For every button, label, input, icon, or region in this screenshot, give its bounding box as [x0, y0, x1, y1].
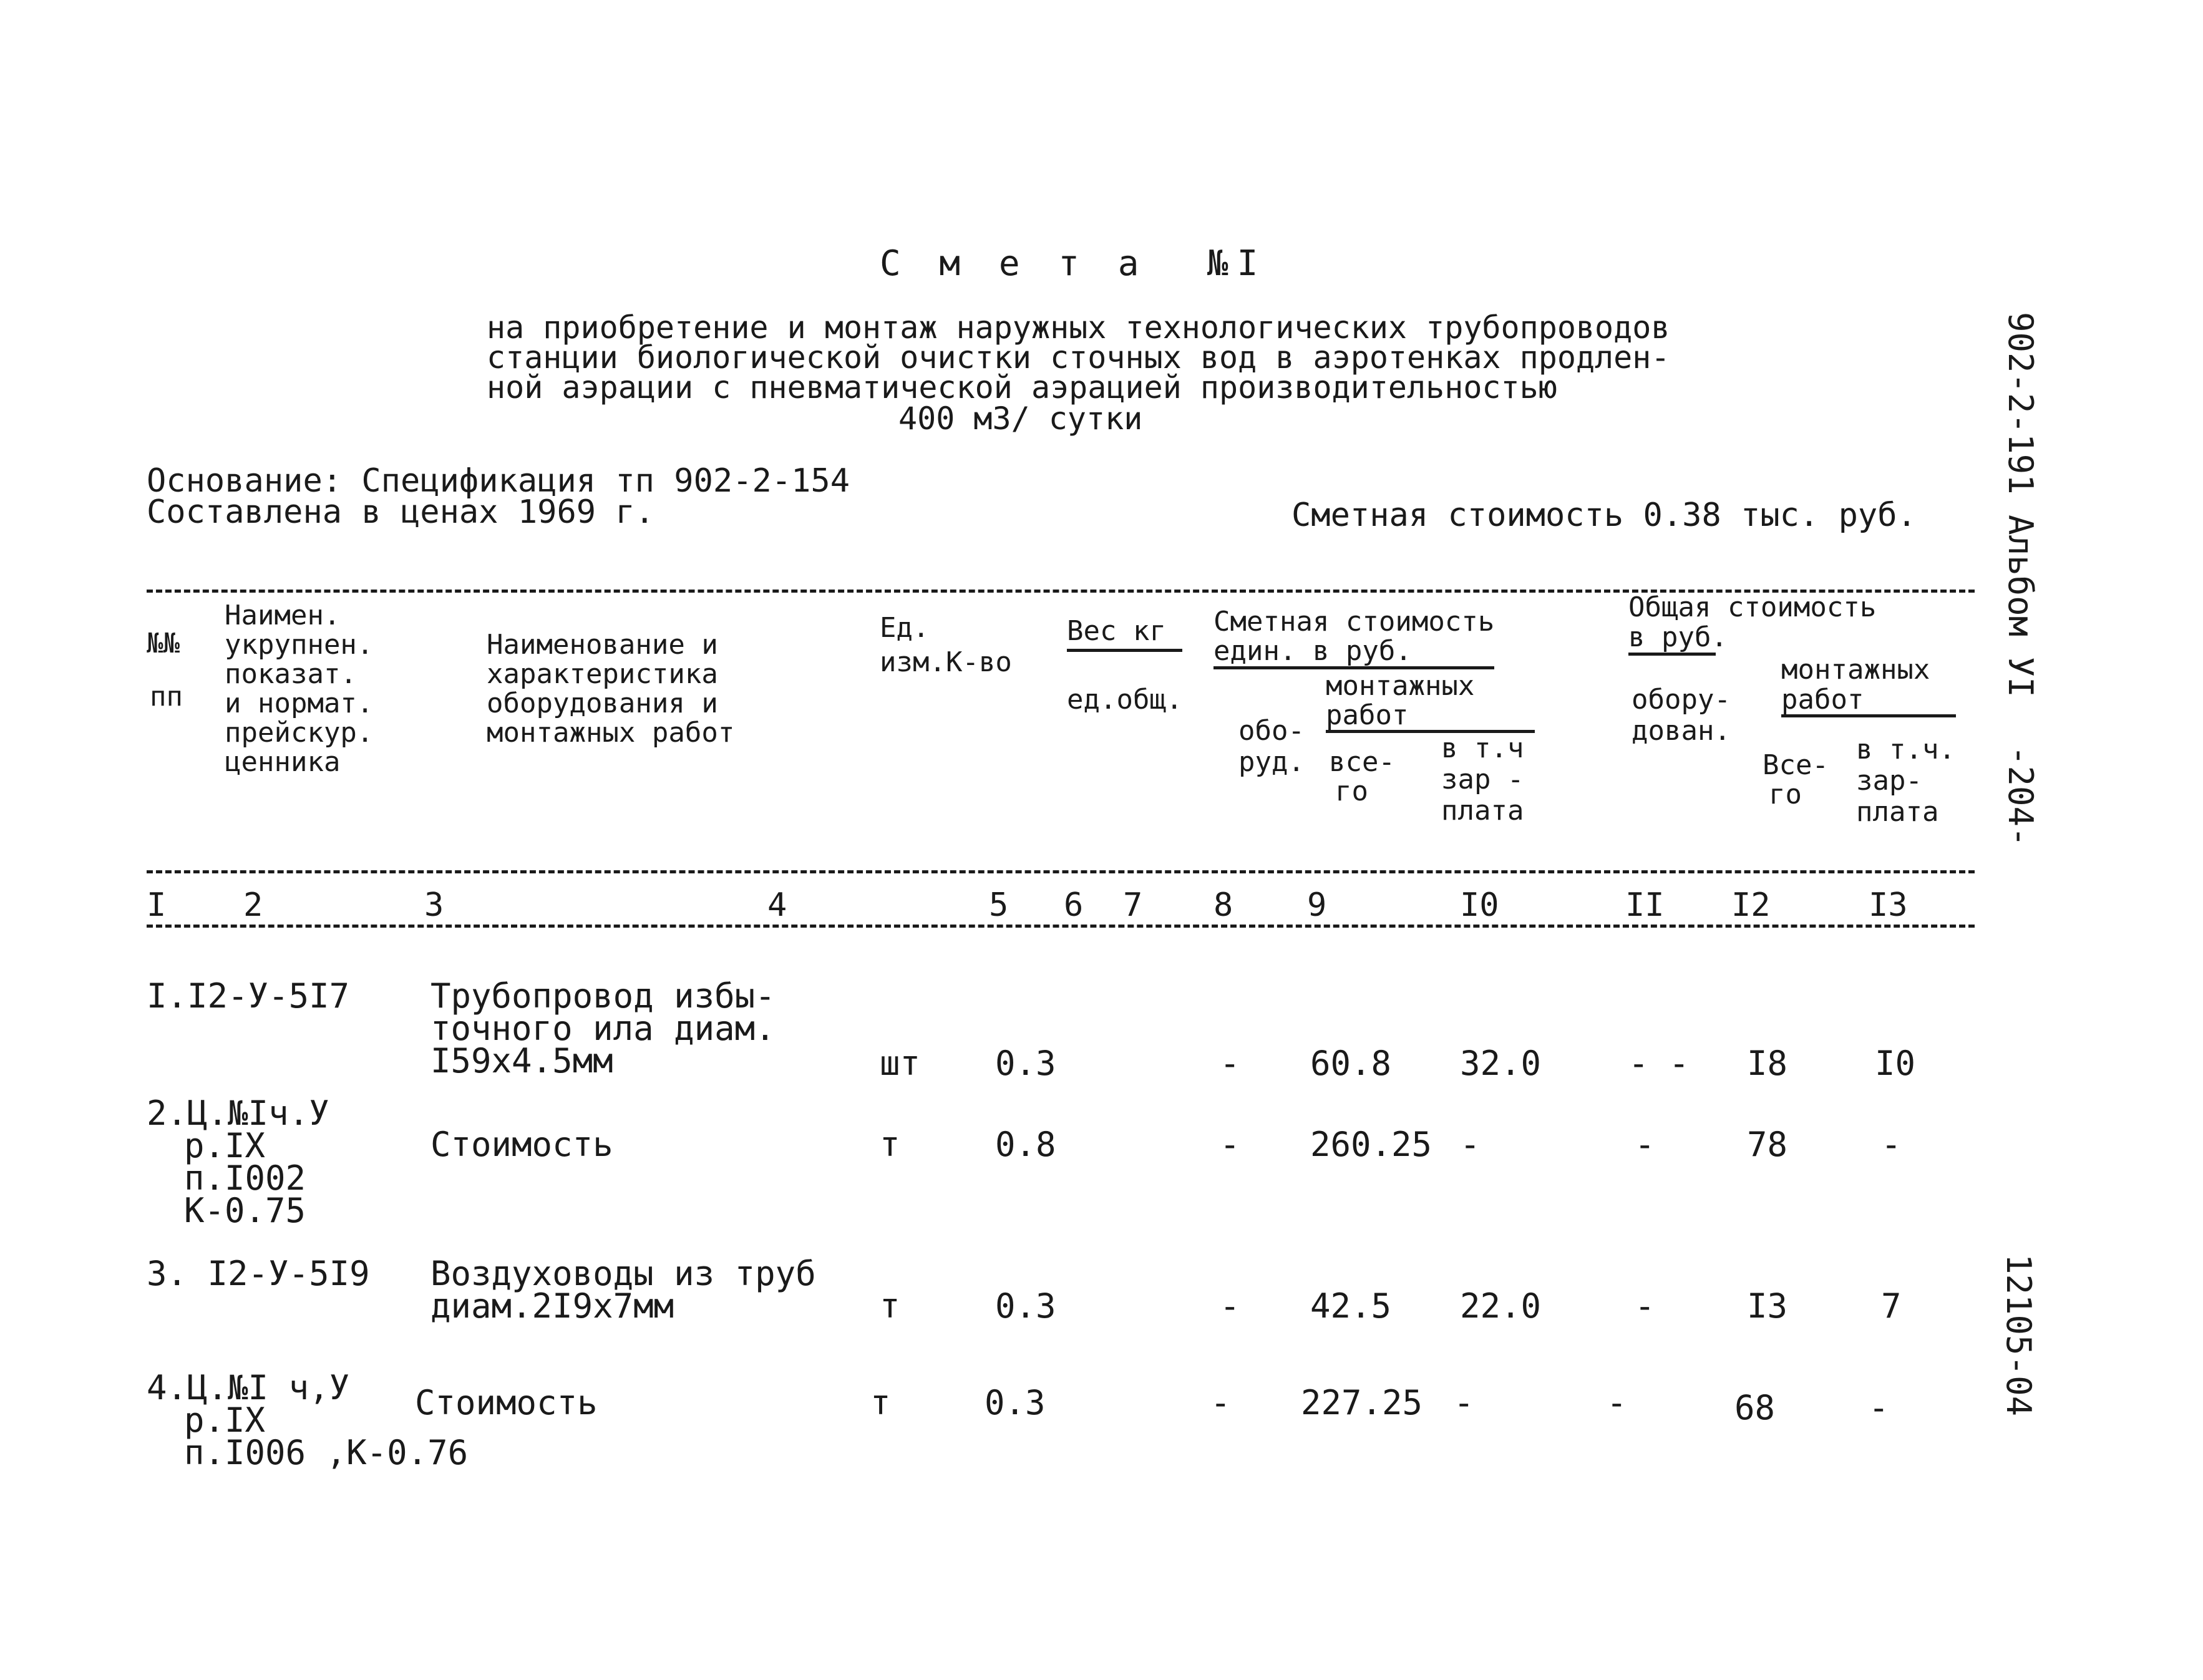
- header-total-1: все-: [1329, 746, 1395, 778]
- page-number: -204-: [2001, 745, 2040, 847]
- header-col-num-1: №№: [147, 628, 180, 659]
- row-equip: -: [1220, 1125, 1240, 1164]
- header-col-norm-2: укрупнен.: [225, 629, 374, 661]
- row-total-wage: -: [1869, 1388, 1889, 1427]
- row-total-wage: -: [1881, 1125, 1902, 1164]
- header-montage2-2: работ: [1781, 684, 1864, 716]
- colnum-6: 6: [1064, 886, 1084, 924]
- row-wage: 22.0: [1460, 1286, 1542, 1326]
- row-equip: -: [1220, 1286, 1240, 1326]
- document-title: С м е т а №I: [880, 243, 1267, 284]
- row-total-wage: I0: [1875, 1044, 1916, 1083]
- header-total2-2: го: [1769, 779, 1802, 810]
- row-code: К-0.75: [184, 1191, 306, 1230]
- colnum-1: I: [147, 886, 167, 924]
- row-code: п.I002: [184, 1158, 306, 1198]
- header-wage2-3: плата: [1856, 796, 1939, 828]
- row-code: 4.Ц.№I ч,У: [147, 1368, 350, 1407]
- colnum-rule: [147, 925, 1975, 928]
- total-cost-underline: [1628, 653, 1716, 656]
- row-wage: -: [1454, 1383, 1474, 1422]
- header-wage-3: плата: [1441, 795, 1524, 827]
- weight-underline: [1067, 649, 1182, 652]
- header-equip-1: обо-: [1238, 715, 1305, 747]
- row-unit: шт: [880, 1044, 921, 1083]
- header-col-name-1: Наименование и: [487, 629, 718, 661]
- header-col-norm-3: показат.: [225, 658, 357, 690]
- row-equip: -: [1220, 1044, 1240, 1083]
- row-name: Стоимость: [430, 1125, 613, 1164]
- row-unit: т: [880, 1286, 900, 1326]
- header-equip2-1: обору-: [1632, 684, 1731, 716]
- row-qty: 0.3: [995, 1286, 1056, 1326]
- header-wage-1: в т.ч: [1441, 732, 1524, 764]
- row-wage: -: [1460, 1125, 1481, 1164]
- row-qty: 0.8: [995, 1125, 1056, 1164]
- header-unit-cost-1: Сметная стоимость: [1213, 606, 1495, 638]
- row-total: 60.8: [1310, 1044, 1392, 1083]
- row-code: I.I2-У-5I7: [147, 976, 350, 1016]
- prices-line: Составлена в ценах 1969 г.: [147, 493, 654, 531]
- header-col-name-4: монтажных работ: [487, 717, 735, 749]
- colnum-4: 4: [767, 886, 787, 924]
- header-col-norm-5: прейскур.: [225, 717, 374, 749]
- colnum-7: 7: [1123, 886, 1143, 924]
- header-unit-cost-2: един. в руб.: [1213, 635, 1412, 667]
- colnum-11: II: [1625, 886, 1665, 924]
- side-code: 902-2-191 Альбом УI: [2001, 312, 2040, 697]
- row-code: п.I006 ,К-0.76: [184, 1433, 469, 1472]
- header-total2-1: Все-: [1763, 749, 1829, 781]
- colnum-9: 9: [1307, 886, 1327, 924]
- header-wage2-2: зар-: [1856, 765, 1922, 797]
- row-equip: -: [1210, 1383, 1231, 1422]
- header-total-2: го: [1335, 775, 1368, 807]
- header-col-unit-2: изм.К-во: [880, 646, 1012, 678]
- row-total-wage: 7: [1881, 1286, 1902, 1326]
- basis-line: Основание: Спецификация тп 902-2-154: [147, 462, 850, 500]
- row-total-equip: -: [1635, 1286, 1655, 1326]
- colnum-5: 5: [989, 886, 1009, 924]
- subtitle-line-1: на приобретение и монтаж наружных технологических трубопроводов: [487, 309, 1670, 346]
- row-total-sum: I8: [1747, 1044, 1788, 1083]
- row-total-equip: - -: [1628, 1044, 1690, 1083]
- header-col-norm-4: и нормат.: [225, 687, 374, 719]
- row-total-sum: I3: [1747, 1286, 1788, 1326]
- subtitle-line-4: 400 м3/ сутки: [898, 401, 1143, 437]
- header-equip2-2: дован.: [1632, 715, 1731, 747]
- header-col-weight-2: ед.общ.: [1067, 684, 1183, 716]
- header-total-cost-1: Общая стоимость: [1628, 591, 1877, 623]
- row-total-equip: -: [1635, 1125, 1655, 1164]
- row-code: р.IX: [184, 1126, 266, 1165]
- row-unit: т: [870, 1383, 891, 1422]
- header-col-name-3: оборудования и: [487, 687, 718, 719]
- subtitle-line-3: ной аэрации с пневматической аэрацией производительностью: [487, 369, 1557, 405]
- subtitle-line-2: станции биологической очистки сточных вод в аэротенках продлен-: [487, 339, 1670, 376]
- row-code: 3. I2-У-5I9: [147, 1254, 370, 1293]
- header-col-norm-6: ценника: [225, 746, 341, 778]
- unit-cost-underline: [1213, 666, 1494, 669]
- row-name: диам.2I9x7мм: [430, 1286, 674, 1326]
- header-montage-1: монтажных: [1326, 670, 1475, 702]
- header-wage2-1: в т.ч.: [1856, 734, 1955, 765]
- header-total-cost-2: в руб.: [1628, 621, 1728, 653]
- row-total: 227.25: [1301, 1383, 1423, 1422]
- header-equip-2: руд.: [1238, 746, 1305, 778]
- row-code: р.IX: [184, 1401, 266, 1440]
- colnum-10: I0: [1460, 886, 1499, 924]
- colnum-12: I2: [1731, 886, 1771, 924]
- header-montage-2: работ: [1326, 699, 1409, 731]
- header-col-weight-1: Вес кг: [1067, 615, 1166, 647]
- row-total-sum: 68: [1734, 1388, 1776, 1427]
- row-total-sum: 78: [1747, 1125, 1788, 1164]
- row-total: 260.25: [1310, 1125, 1432, 1164]
- row-name: Воздуховоды из труб: [430, 1254, 816, 1293]
- colnum-13: I3: [1869, 886, 1908, 924]
- row-qty: 0.3: [985, 1383, 1046, 1422]
- row-unit: т: [880, 1125, 900, 1164]
- estimate-cost: Сметная стоимость 0.38 тыс. руб.: [1291, 497, 1917, 534]
- colnum-3: 3: [424, 886, 444, 924]
- header-col-name-2: характеристика: [487, 658, 718, 690]
- montage2-underline: [1781, 714, 1956, 717]
- archive-number: 12105-04: [1999, 1254, 2038, 1417]
- header-col-norm-1: Наимен.: [225, 600, 341, 631]
- colnum-2: 2: [243, 886, 263, 924]
- header-col-num-2: пп: [150, 681, 183, 712]
- header-col-unit-1: Ед.: [880, 612, 930, 644]
- row-name: Трубопровод избы-: [430, 976, 776, 1016]
- header-montage2-1: монтажных: [1781, 654, 1930, 686]
- header-bottom-rule: [147, 870, 1975, 873]
- row-code: 2.Ц.№Iч.У: [147, 1094, 329, 1133]
- header-wage-2: зар -: [1441, 764, 1524, 795]
- row-wage: 32.0: [1460, 1044, 1542, 1083]
- row-qty: 0.3: [995, 1044, 1056, 1083]
- row-name: I59x4.5мм: [430, 1041, 613, 1080]
- row-total: 42.5: [1310, 1286, 1392, 1326]
- row-total-equip: -: [1607, 1383, 1627, 1422]
- row-name: Стоимость: [415, 1383, 598, 1422]
- row-name: точного ила диам.: [430, 1009, 776, 1048]
- colnum-8: 8: [1213, 886, 1233, 924]
